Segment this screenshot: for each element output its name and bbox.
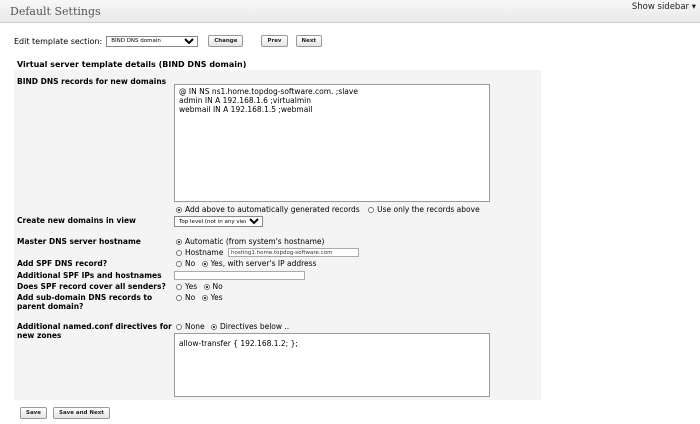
only-records-label: Use only the records above [377,205,480,214]
master-hostname-radio[interactable] [176,250,182,256]
spf-no-label: No [185,259,196,268]
named-row [176,322,289,331]
named-below-radio[interactable] [211,324,217,330]
master-hostname-label: Hostname [185,248,224,257]
named-directives-text: allow-transfer { 192.168.1.2; }; [179,339,298,348]
bind-records-label: BIND DNS records for new domains [17,77,167,86]
spf-all-no-radio[interactable] [204,284,210,290]
subdomain-yes-label: Yes [210,293,223,302]
template-section-row [14,34,322,48]
named-label [17,322,172,340]
save-and-next-button[interactable]: Save and Next [53,407,110,419]
spf-yes-radio[interactable] [202,261,208,267]
named-label-line1: Additional named.conf directives for [17,322,172,331]
page-title: Default Settings [10,5,101,18]
subdomain-label-line1: Add sub-domain DNS records to [17,293,153,302]
next-button[interactable]: Next [296,35,323,47]
bind-record-line: @ IN NS ns1.home.topdog-software.com. ;slave [179,87,358,96]
master-auto-row [176,237,324,246]
spf-all-no-label: No [212,282,223,291]
subdomain-no-label: No [185,293,196,302]
change-button[interactable]: Change [208,35,243,47]
footer-buttons [20,407,110,419]
spf-all-row [176,282,223,291]
spf-extra-label: Additional SPF IPs and hostnames [17,271,162,280]
named-directives-textarea[interactable] [174,333,490,397]
named-none-radio[interactable] [176,324,182,330]
spf-row [176,259,316,268]
save-button[interactable]: Save [20,407,47,419]
master-auto-radio[interactable] [176,239,182,245]
prev-button[interactable]: Prev [261,35,287,47]
spf-extra-input[interactable] [174,271,305,280]
bind-records-textarea[interactable] [174,84,490,202]
view-label: Create new domains in view [17,216,136,225]
title-bar [0,0,700,23]
master-dns-label: Master DNS server hostname [17,237,141,246]
add-records-radio[interactable] [176,207,182,213]
view-select[interactable] [174,216,263,227]
show-sidebar-link[interactable]: Show sidebar ▾ [631,2,696,12]
only-records-radio[interactable] [368,207,374,213]
spf-label: Add SPF DNS record? [17,259,108,268]
bind-record-line: webmail IN A 192.168.1.5 ;webmail [179,105,313,114]
bind-record-line: admin IN A 192.168.1.6 ;virtualmin [179,96,311,105]
records-mode-row [176,205,480,214]
master-host-row [176,248,223,257]
named-label-line2: new zones [17,331,62,340]
add-records-label: Add above to automatically generated records [185,205,360,214]
spf-yes-label: Yes, with server's IP address [210,259,317,268]
spf-no-radio[interactable] [176,261,182,267]
named-below-label: Directives below .. [219,322,290,331]
spf-all-yes-label: Yes [185,282,198,291]
master-hostname-input[interactable]: hosting1.home.topdog-software.com [228,248,359,257]
spf-all-label: Does SPF record cover all senders? [17,282,166,291]
named-none-label: None [185,322,205,331]
template-section-label: Edit template section: [14,36,103,46]
template-section-select[interactable] [106,36,198,47]
subdomain-label [17,293,152,311]
section-heading: Virtual server template details (BIND DNS domain) [17,60,247,69]
spf-all-yes-radio[interactable] [176,284,182,290]
subdomain-label-line2: parent domain? [17,302,84,311]
subdomain-yes-radio[interactable] [202,295,208,301]
subdomain-no-radio[interactable] [176,295,182,301]
master-auto-label: Automatic (from system's hostname) [185,237,325,246]
subdomain-row [176,293,223,302]
